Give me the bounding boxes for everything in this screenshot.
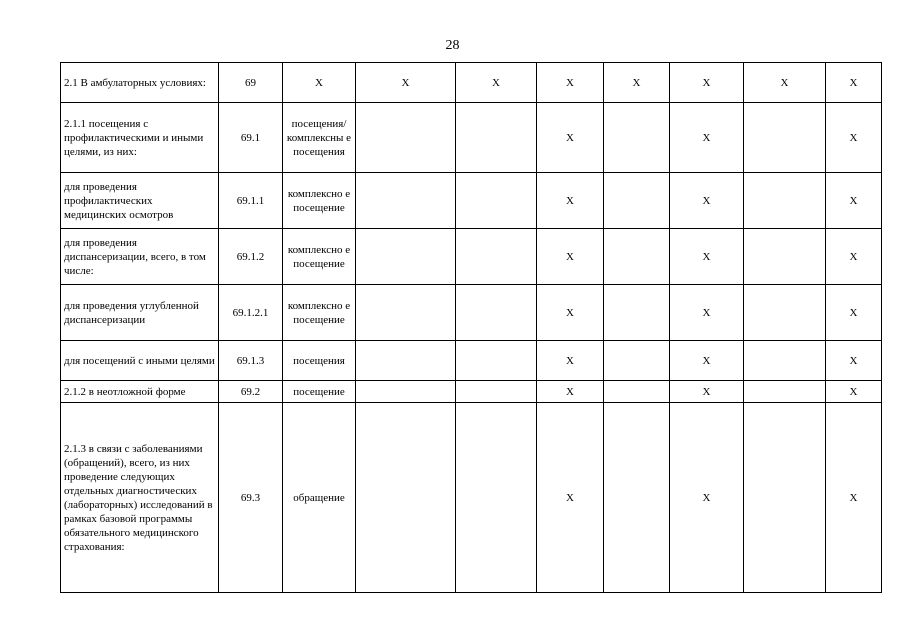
value-cell	[604, 381, 670, 403]
value-cell: X	[537, 403, 604, 593]
value-cell: X	[670, 173, 744, 229]
value-cell	[744, 173, 826, 229]
value-cell: X	[826, 229, 882, 285]
value-cell	[456, 285, 537, 341]
value-cell: X	[670, 103, 744, 173]
row-code-cell: 69.1	[219, 103, 283, 173]
table-row	[61, 229, 882, 285]
value-cell: X	[826, 63, 882, 103]
value-cell	[456, 403, 537, 593]
row-name-cell: 2.1.2 в неотложной форме	[61, 381, 219, 403]
table-row	[61, 63, 882, 103]
value-cell	[456, 381, 537, 403]
row-name-cell: 2.1 В амбулаторных условиях:	[61, 63, 219, 103]
value-cell: X	[826, 103, 882, 173]
value-cell: X	[670, 63, 744, 103]
value-cell	[604, 341, 670, 381]
value-cell	[456, 341, 537, 381]
value-cell	[744, 381, 826, 403]
value-cell	[356, 229, 456, 285]
row-unit-cell: комплексно е посещение	[283, 173, 356, 229]
value-cell	[604, 173, 670, 229]
value-cell: X	[670, 229, 744, 285]
value-cell: X	[826, 381, 882, 403]
value-cell	[356, 285, 456, 341]
row-unit-cell: обращение	[283, 403, 356, 593]
value-cell: X	[537, 285, 604, 341]
row-unit-cell: посещения	[283, 341, 356, 381]
page-number: 28	[445, 38, 460, 53]
value-cell: X	[456, 63, 537, 103]
table-row	[61, 341, 882, 381]
value-cell: X	[537, 103, 604, 173]
value-cell	[604, 103, 670, 173]
value-cell	[744, 285, 826, 341]
value-cell	[356, 173, 456, 229]
value-cell	[604, 229, 670, 285]
row-name-cell: для проведения профилактических медицинских осмотров	[61, 173, 219, 229]
row-unit-cell: X	[283, 63, 356, 103]
row-unit-cell: комплексно е посещение	[283, 285, 356, 341]
value-cell	[356, 341, 456, 381]
table-row	[61, 403, 882, 593]
table-row	[61, 173, 882, 229]
value-cell: X	[670, 381, 744, 403]
value-cell: X	[537, 341, 604, 381]
row-name-cell: для посещений с иными целями	[61, 341, 219, 381]
row-name-cell: 2.1.3 в связи с заболеваниями (обращений), всего, из них проведение следующих отдельных диагностических (лабораторных) исследований в рамках базовой программы обязательного медицинского страхования:	[61, 403, 219, 593]
row-code-cell: 69.1.3	[219, 341, 283, 381]
table-row	[61, 103, 882, 173]
row-unit-cell: комплексно е посещение	[283, 229, 356, 285]
value-cell	[744, 403, 826, 593]
value-cell	[356, 103, 456, 173]
row-name-cell: 2.1.1 посещения с профилактическими и иными целями, из них:	[61, 103, 219, 173]
row-code-cell: 69.3	[219, 403, 283, 593]
row-unit-cell: посещение	[283, 381, 356, 403]
indicator-table	[60, 62, 882, 593]
value-cell	[744, 229, 826, 285]
value-cell: X	[670, 341, 744, 381]
value-cell: X	[537, 229, 604, 285]
value-cell: X	[670, 403, 744, 593]
value-cell	[604, 285, 670, 341]
value-cell	[604, 403, 670, 593]
value-cell: X	[670, 285, 744, 341]
row-unit-cell: посещения/ комплексны е посещения	[283, 103, 356, 173]
value-cell: X	[826, 285, 882, 341]
row-code-cell: 69.1.2	[219, 229, 283, 285]
value-cell: X	[537, 63, 604, 103]
value-cell	[744, 103, 826, 173]
row-code-cell: 69	[219, 63, 283, 103]
value-cell	[456, 229, 537, 285]
row-name-cell: для проведения диспансеризации, всего, в том числе:	[61, 229, 219, 285]
row-code-cell: 69.1.2.1	[219, 285, 283, 341]
table-row	[61, 285, 882, 341]
value-cell: X	[604, 63, 670, 103]
value-cell	[356, 381, 456, 403]
row-code-cell: 69.2	[219, 381, 283, 403]
value-cell: X	[826, 173, 882, 229]
value-cell	[456, 173, 537, 229]
value-cell	[744, 341, 826, 381]
value-cell: X	[356, 63, 456, 103]
value-cell: X	[537, 173, 604, 229]
row-code-cell: 69.1.1	[219, 173, 283, 229]
value-cell	[456, 103, 537, 173]
value-cell	[356, 403, 456, 593]
value-cell: X	[537, 381, 604, 403]
table-row	[61, 381, 882, 403]
row-name-cell: для проведения углубленной диспансеризации	[61, 285, 219, 341]
value-cell: X	[744, 63, 826, 103]
value-cell: X	[826, 341, 882, 381]
value-cell: X	[826, 403, 882, 593]
